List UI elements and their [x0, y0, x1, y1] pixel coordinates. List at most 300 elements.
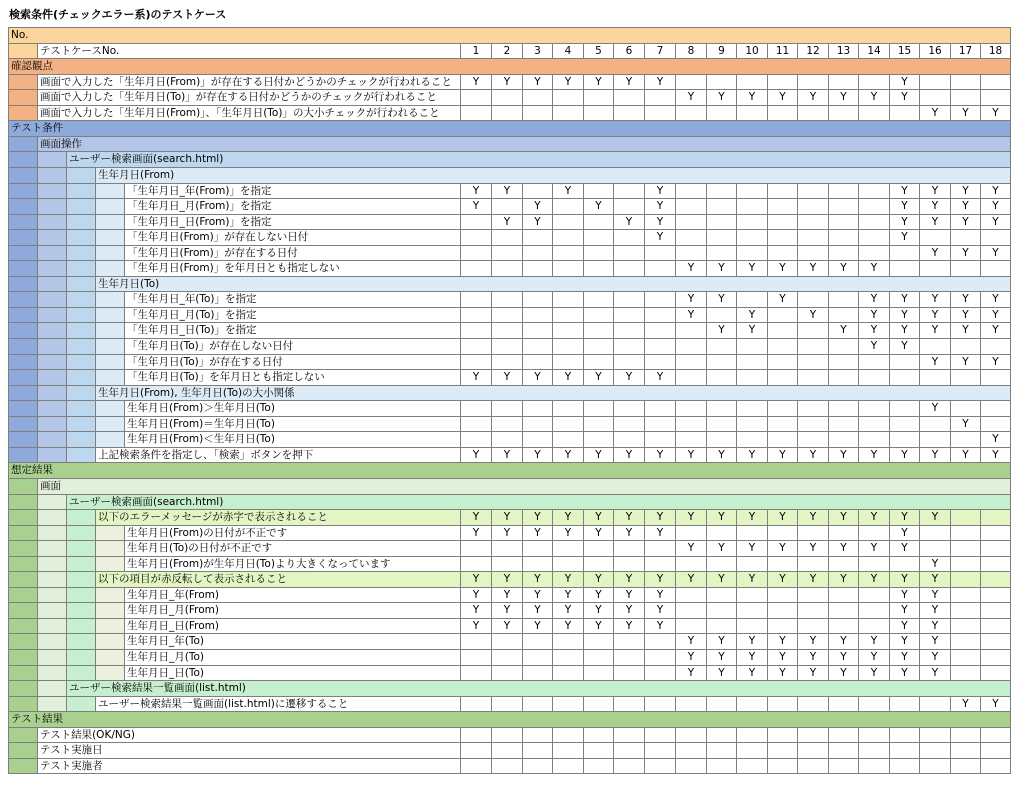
check-cell[interactable]: Y [980, 697, 1011, 713]
check-cell[interactable] [552, 697, 583, 713]
check-cell[interactable] [980, 588, 1011, 604]
check-cell[interactable] [706, 106, 736, 122]
check-cell[interactable] [950, 728, 980, 744]
check-cell[interactable]: Y [613, 619, 644, 635]
check-cell[interactable]: Y [644, 572, 675, 588]
check-cell[interactable]: Y [706, 634, 736, 650]
check-cell[interactable] [950, 432, 980, 448]
check-cell[interactable] [675, 743, 706, 759]
check-cell[interactable]: Y [675, 666, 706, 682]
check-cell[interactable] [675, 323, 706, 339]
check-cell[interactable] [858, 728, 889, 744]
check-cell[interactable] [858, 759, 889, 774]
check-cell[interactable] [858, 619, 889, 635]
check-cell[interactable] [828, 417, 858, 433]
check-cell[interactable]: Y [491, 448, 522, 464]
check-cell[interactable]: Y [583, 603, 613, 619]
check-cell[interactable] [491, 230, 522, 246]
check-cell[interactable]: Y [613, 526, 644, 542]
check-cell[interactable]: Y [675, 634, 706, 650]
check-cell[interactable] [460, 417, 491, 433]
check-cell[interactable]: Y [797, 541, 828, 557]
check-cell[interactable] [583, 666, 613, 682]
check-cell[interactable]: Y [980, 292, 1011, 308]
check-cell[interactable] [460, 355, 491, 371]
check-cell[interactable]: Y [644, 448, 675, 464]
check-cell[interactable] [613, 355, 644, 371]
check-cell[interactable] [613, 261, 644, 277]
check-cell[interactable] [706, 401, 736, 417]
column-number[interactable]: 16 [919, 44, 950, 60]
check-cell[interactable]: Y [797, 650, 828, 666]
check-cell[interactable]: Y [858, 261, 889, 277]
check-cell[interactable] [522, 541, 552, 557]
check-cell[interactable] [767, 339, 797, 355]
check-cell[interactable]: Y [950, 448, 980, 464]
check-cell[interactable]: Y [613, 215, 644, 231]
check-cell[interactable]: Y [522, 526, 552, 542]
check-cell[interactable]: Y [858, 634, 889, 650]
check-cell[interactable]: Y [583, 619, 613, 635]
check-cell[interactable] [552, 728, 583, 744]
check-cell[interactable] [767, 697, 797, 713]
check-cell[interactable]: Y [706, 572, 736, 588]
check-cell[interactable] [797, 199, 828, 215]
check-cell[interactable]: Y [919, 572, 950, 588]
check-cell[interactable] [552, 666, 583, 682]
check-cell[interactable] [950, 90, 980, 106]
check-cell[interactable] [950, 370, 980, 386]
check-cell[interactable] [980, 75, 1011, 91]
check-cell[interactable] [858, 75, 889, 91]
check-cell[interactable] [706, 728, 736, 744]
check-cell[interactable]: Y [919, 323, 950, 339]
column-number[interactable]: 2 [491, 44, 522, 60]
check-cell[interactable]: Y [889, 510, 919, 526]
check-cell[interactable] [613, 697, 644, 713]
check-cell[interactable]: Y [919, 634, 950, 650]
check-cell[interactable] [950, 557, 980, 573]
check-cell[interactable] [675, 230, 706, 246]
check-cell[interactable] [706, 417, 736, 433]
check-cell[interactable]: Y [919, 666, 950, 682]
check-cell[interactable] [675, 199, 706, 215]
check-cell[interactable]: Y [858, 510, 889, 526]
column-number[interactable]: 13 [828, 44, 858, 60]
check-cell[interactable]: Y [828, 323, 858, 339]
check-cell[interactable] [858, 230, 889, 246]
check-cell[interactable] [583, 90, 613, 106]
check-cell[interactable]: Y [522, 588, 552, 604]
check-cell[interactable] [583, 261, 613, 277]
check-cell[interactable] [767, 106, 797, 122]
check-cell[interactable]: Y [797, 448, 828, 464]
check-cell[interactable] [919, 230, 950, 246]
check-cell[interactable] [644, 355, 675, 371]
check-cell[interactable] [552, 355, 583, 371]
check-cell[interactable] [736, 417, 767, 433]
check-cell[interactable] [644, 541, 675, 557]
column-number[interactable]: 3 [522, 44, 552, 60]
check-cell[interactable] [706, 603, 736, 619]
check-cell[interactable] [644, 432, 675, 448]
check-cell[interactable] [980, 230, 1011, 246]
check-cell[interactable] [828, 184, 858, 200]
check-cell[interactable] [980, 526, 1011, 542]
check-cell[interactable]: Y [644, 370, 675, 386]
check-cell[interactable] [552, 634, 583, 650]
check-cell[interactable] [980, 603, 1011, 619]
check-cell[interactable]: Y [706, 541, 736, 557]
check-cell[interactable] [552, 650, 583, 666]
check-cell[interactable]: Y [644, 75, 675, 91]
check-cell[interactable] [950, 666, 980, 682]
check-cell[interactable] [644, 106, 675, 122]
check-cell[interactable] [613, 246, 644, 262]
check-cell[interactable] [583, 743, 613, 759]
check-cell[interactable] [552, 246, 583, 262]
check-cell[interactable] [767, 246, 797, 262]
check-cell[interactable] [950, 230, 980, 246]
check-cell[interactable] [736, 557, 767, 573]
check-cell[interactable] [889, 261, 919, 277]
check-cell[interactable]: Y [919, 308, 950, 324]
check-cell[interactable]: Y [828, 261, 858, 277]
check-cell[interactable] [797, 246, 828, 262]
check-cell[interactable] [552, 759, 583, 774]
check-cell[interactable] [706, 339, 736, 355]
check-cell[interactable] [797, 603, 828, 619]
check-cell[interactable] [828, 557, 858, 573]
check-cell[interactable] [767, 308, 797, 324]
check-cell[interactable] [736, 759, 767, 774]
check-cell[interactable]: Y [460, 526, 491, 542]
check-cell[interactable] [889, 106, 919, 122]
check-cell[interactable] [858, 743, 889, 759]
check-cell[interactable]: Y [583, 370, 613, 386]
check-cell[interactable] [706, 184, 736, 200]
check-cell[interactable] [675, 75, 706, 91]
check-cell[interactable] [583, 541, 613, 557]
check-cell[interactable] [675, 728, 706, 744]
check-cell[interactable] [460, 215, 491, 231]
check-cell[interactable] [583, 184, 613, 200]
check-cell[interactable] [583, 728, 613, 744]
check-cell[interactable]: Y [613, 603, 644, 619]
check-cell[interactable]: Y [767, 634, 797, 650]
column-number[interactable]: 15 [889, 44, 919, 60]
check-cell[interactable] [706, 370, 736, 386]
check-cell[interactable] [767, 417, 797, 433]
check-cell[interactable]: Y [950, 106, 980, 122]
check-cell[interactable]: Y [675, 650, 706, 666]
check-cell[interactable] [491, 743, 522, 759]
check-cell[interactable] [950, 743, 980, 759]
check-cell[interactable]: Y [583, 526, 613, 542]
check-cell[interactable]: Y [858, 448, 889, 464]
check-cell[interactable]: Y [767, 90, 797, 106]
check-cell[interactable] [950, 603, 980, 619]
check-cell[interactable]: Y [919, 401, 950, 417]
check-cell[interactable] [736, 215, 767, 231]
check-cell[interactable] [522, 401, 552, 417]
check-cell[interactable]: Y [552, 603, 583, 619]
check-cell[interactable] [460, 743, 491, 759]
check-cell[interactable] [491, 339, 522, 355]
check-cell[interactable] [797, 588, 828, 604]
check-cell[interactable] [767, 323, 797, 339]
check-cell[interactable] [583, 759, 613, 774]
check-cell[interactable] [675, 246, 706, 262]
check-cell[interactable]: Y [460, 370, 491, 386]
check-cell[interactable] [552, 215, 583, 231]
check-cell[interactable] [460, 323, 491, 339]
check-cell[interactable] [675, 759, 706, 774]
check-cell[interactable] [919, 370, 950, 386]
check-cell[interactable] [828, 308, 858, 324]
check-cell[interactable]: Y [675, 541, 706, 557]
check-cell[interactable] [889, 557, 919, 573]
check-cell[interactable] [950, 75, 980, 91]
check-cell[interactable]: Y [522, 75, 552, 91]
column-number[interactable]: 18 [980, 44, 1011, 60]
check-cell[interactable] [706, 557, 736, 573]
check-cell[interactable] [767, 230, 797, 246]
check-cell[interactable] [706, 759, 736, 774]
check-cell[interactable] [736, 526, 767, 542]
check-cell[interactable]: Y [675, 308, 706, 324]
check-cell[interactable] [460, 759, 491, 774]
check-cell[interactable] [736, 355, 767, 371]
check-cell[interactable] [828, 401, 858, 417]
check-cell[interactable]: Y [950, 323, 980, 339]
check-cell[interactable]: Y [889, 666, 919, 682]
check-cell[interactable]: Y [889, 603, 919, 619]
check-cell[interactable] [950, 510, 980, 526]
check-cell[interactable]: Y [950, 355, 980, 371]
check-cell[interactable]: Y [522, 370, 552, 386]
check-cell[interactable] [767, 432, 797, 448]
check-cell[interactable] [675, 401, 706, 417]
check-cell[interactable]: Y [644, 588, 675, 604]
check-cell[interactable]: Y [460, 619, 491, 635]
check-cell[interactable] [706, 697, 736, 713]
check-cell[interactable] [522, 261, 552, 277]
check-cell[interactable] [980, 743, 1011, 759]
check-cell[interactable] [858, 370, 889, 386]
check-cell[interactable] [491, 432, 522, 448]
column-number[interactable]: 17 [950, 44, 980, 60]
check-cell[interactable]: Y [706, 448, 736, 464]
check-cell[interactable]: Y [460, 75, 491, 91]
check-cell[interactable] [919, 432, 950, 448]
check-cell[interactable] [644, 292, 675, 308]
check-cell[interactable] [522, 184, 552, 200]
check-cell[interactable]: Y [491, 572, 522, 588]
check-cell[interactable] [613, 292, 644, 308]
check-cell[interactable] [889, 401, 919, 417]
check-cell[interactable] [613, 557, 644, 573]
check-cell[interactable] [767, 199, 797, 215]
check-cell[interactable] [797, 526, 828, 542]
check-cell[interactable] [522, 308, 552, 324]
check-cell[interactable] [460, 666, 491, 682]
check-cell[interactable] [980, 541, 1011, 557]
check-cell[interactable]: Y [797, 90, 828, 106]
check-cell[interactable]: Y [858, 90, 889, 106]
check-cell[interactable]: Y [858, 572, 889, 588]
check-cell[interactable] [675, 557, 706, 573]
column-number[interactable]: 12 [797, 44, 828, 60]
check-cell[interactable] [491, 728, 522, 744]
check-cell[interactable] [736, 292, 767, 308]
check-cell[interactable] [980, 261, 1011, 277]
check-cell[interactable]: Y [889, 619, 919, 635]
check-cell[interactable] [491, 634, 522, 650]
check-cell[interactable]: Y [522, 215, 552, 231]
check-cell[interactable] [736, 619, 767, 635]
check-cell[interactable]: Y [858, 323, 889, 339]
check-cell[interactable]: Y [828, 572, 858, 588]
check-cell[interactable] [950, 634, 980, 650]
check-cell[interactable] [767, 743, 797, 759]
check-cell[interactable] [522, 432, 552, 448]
check-cell[interactable] [980, 759, 1011, 774]
check-cell[interactable]: Y [889, 199, 919, 215]
check-cell[interactable] [675, 588, 706, 604]
check-cell[interactable] [706, 619, 736, 635]
check-cell[interactable]: Y [706, 292, 736, 308]
check-cell[interactable]: Y [919, 292, 950, 308]
check-cell[interactable] [491, 697, 522, 713]
check-cell[interactable] [889, 355, 919, 371]
check-cell[interactable] [522, 106, 552, 122]
check-cell[interactable] [919, 743, 950, 759]
check-cell[interactable]: Y [889, 339, 919, 355]
check-cell[interactable] [613, 323, 644, 339]
check-cell[interactable] [706, 743, 736, 759]
check-cell[interactable] [522, 292, 552, 308]
check-cell[interactable] [736, 401, 767, 417]
check-cell[interactable]: Y [889, 90, 919, 106]
check-cell[interactable]: Y [675, 90, 706, 106]
column-number[interactable]: 1 [460, 44, 491, 60]
check-cell[interactable] [828, 370, 858, 386]
check-cell[interactable]: Y [767, 666, 797, 682]
check-cell[interactable]: Y [889, 323, 919, 339]
check-cell[interactable]: Y [583, 588, 613, 604]
check-cell[interactable]: Y [828, 634, 858, 650]
check-cell[interactable] [736, 339, 767, 355]
column-number[interactable]: 5 [583, 44, 613, 60]
check-cell[interactable]: Y [767, 541, 797, 557]
check-cell[interactable] [889, 246, 919, 262]
check-cell[interactable]: Y [736, 510, 767, 526]
check-cell[interactable] [583, 557, 613, 573]
check-cell[interactable] [767, 355, 797, 371]
check-cell[interactable] [675, 526, 706, 542]
check-cell[interactable] [583, 650, 613, 666]
check-cell[interactable] [980, 90, 1011, 106]
check-cell[interactable] [613, 666, 644, 682]
check-cell[interactable] [644, 728, 675, 744]
check-cell[interactable] [767, 370, 797, 386]
check-cell[interactable] [491, 261, 522, 277]
check-cell[interactable] [767, 184, 797, 200]
check-cell[interactable] [797, 759, 828, 774]
check-cell[interactable]: Y [552, 526, 583, 542]
check-cell[interactable] [797, 323, 828, 339]
check-cell[interactable] [797, 728, 828, 744]
check-cell[interactable] [828, 526, 858, 542]
check-cell[interactable] [828, 697, 858, 713]
check-cell[interactable]: Y [889, 526, 919, 542]
check-cell[interactable] [828, 75, 858, 91]
check-cell[interactable] [552, 90, 583, 106]
check-cell[interactable] [767, 401, 797, 417]
check-cell[interactable]: Y [828, 666, 858, 682]
check-cell[interactable] [613, 650, 644, 666]
check-cell[interactable]: Y [706, 650, 736, 666]
check-cell[interactable] [613, 308, 644, 324]
check-cell[interactable]: Y [797, 572, 828, 588]
check-cell[interactable]: Y [552, 448, 583, 464]
check-cell[interactable] [552, 401, 583, 417]
check-cell[interactable] [613, 230, 644, 246]
check-cell[interactable] [736, 230, 767, 246]
check-cell[interactable] [460, 308, 491, 324]
check-cell[interactable] [828, 603, 858, 619]
check-cell[interactable] [736, 370, 767, 386]
check-cell[interactable] [644, 246, 675, 262]
check-cell[interactable]: Y [858, 308, 889, 324]
check-cell[interactable]: Y [522, 619, 552, 635]
check-cell[interactable] [552, 199, 583, 215]
check-cell[interactable]: Y [613, 510, 644, 526]
check-cell[interactable] [950, 541, 980, 557]
check-cell[interactable]: Y [797, 666, 828, 682]
check-cell[interactable] [706, 246, 736, 262]
check-cell[interactable] [828, 339, 858, 355]
check-cell[interactable] [522, 743, 552, 759]
check-cell[interactable] [644, 697, 675, 713]
check-cell[interactable]: Y [858, 339, 889, 355]
check-cell[interactable]: Y [460, 510, 491, 526]
check-cell[interactable] [858, 246, 889, 262]
check-cell[interactable] [980, 572, 1011, 588]
check-cell[interactable] [950, 401, 980, 417]
check-cell[interactable] [767, 588, 797, 604]
check-cell[interactable]: Y [889, 75, 919, 91]
check-cell[interactable] [736, 106, 767, 122]
check-cell[interactable] [919, 728, 950, 744]
check-cell[interactable]: Y [491, 588, 522, 604]
check-cell[interactable]: Y [613, 572, 644, 588]
column-number[interactable]: 9 [706, 44, 736, 60]
check-cell[interactable] [706, 230, 736, 246]
check-cell[interactable] [552, 323, 583, 339]
check-cell[interactable] [552, 557, 583, 573]
check-cell[interactable]: Y [460, 588, 491, 604]
check-cell[interactable]: Y [919, 588, 950, 604]
check-cell[interactable]: Y [919, 199, 950, 215]
check-cell[interactable] [552, 432, 583, 448]
check-cell[interactable] [644, 634, 675, 650]
check-cell[interactable]: Y [889, 215, 919, 231]
check-cell[interactable] [522, 417, 552, 433]
column-number[interactable]: 6 [613, 44, 644, 60]
check-cell[interactable] [980, 401, 1011, 417]
